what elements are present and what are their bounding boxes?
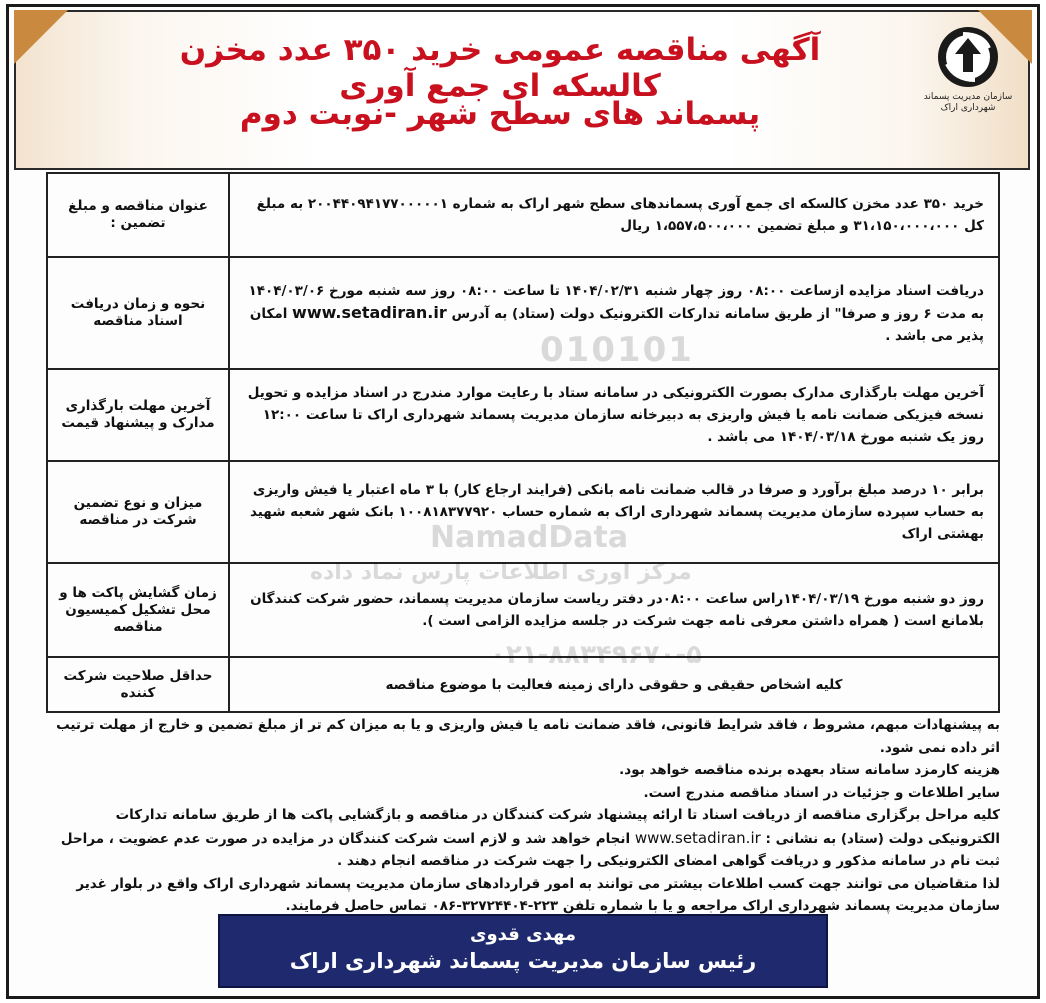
- table-cell-label: حداقل صلاحیت شرکت کننده: [47, 657, 229, 712]
- logo-caption: سازمان مدیریت پسماند شهرداری اراک: [923, 92, 1013, 113]
- table-cell-value: برابر ۱۰ درصد مبلغ برآورد و صرفا در قالب ضمانت نامه بانکی (فرایند ارجاع کار) با ۳ ماه اعتبار یا فیش واریزی به حساب سپرده سازمان مدیریت پسماند شهرداری اراک به شماره حساب ۱۰۰۸۱۸۳۷۷۹۲۰ بانک شهر شعبه شهید بهشتی اراک: [229, 461, 999, 563]
- table-cell-value: آخرین مهلت بارگذاری مدارک بصورت الکترونیکی در سامانه ستاد با رعایت موارد مندرج در اسناد مزایده و تحویل نسخه فیزیکی ضمانت نامه یا فیش واریزی به دبیرخانه سازمان مدیریت پسماند شهرداری اراک تا ساعت ۱۲:۰۰ روز یک شنبه مورخ ۱۴۰۴/۰۳/۱۸ می باشد .: [229, 369, 999, 461]
- note-item: لذا متقاضیان می توانند جهت کسب اطلاعات بیشتر می توانند به امور قراردادهای سازمان مدیریت پسماند شهرداری اراک واقع در بلوار غدیر سازمان مدیریت پسماند شهرداری اراک مراجعه و یا با شماره تلفن ۲۲۳-۳۲۷۲۴۴۰۴-۰۸۶ تماس حاصل فرمایند.: [76, 875, 1000, 914]
- tender-details-table: [46, 172, 1000, 713]
- table-row: [47, 563, 999, 657]
- note-item: [46, 804, 1000, 873]
- table-cell-label: زمان گشایش پاکت ها و محل تشکیل کمیسیون مناقصه: [47, 563, 229, 657]
- setadiran-link[interactable]: www.setadiran.ir: [634, 828, 761, 847]
- table-row: [47, 173, 999, 257]
- table-row: [47, 657, 999, 712]
- table-cell-value: خرید ۳۵۰ عدد مخزن کالسکه ای جمع آوری پسماندهای سطح شهر اراک به شماره ۲۰۰۴۴۰۹۴۱۷۷۰۰۰۰۰۱ به مبلغ کل ۳۱،۱۵۰،۰۰۰،۰۰۰ و مبلغ تضمین ۱،۵۵۷،۵۰۰،۰۰۰ ریال: [229, 173, 999, 257]
- table-cell-label: عنوان مناقصه و مبلغ تضمین :: [47, 173, 229, 257]
- table-row: [47, 369, 999, 461]
- note-item: هزینه کارمزد سامانه ستاد بعهده برنده مناقصه خواهد بود.: [619, 762, 1000, 778]
- note-item: سایر اطلاعات و جزئیات در اسناد مناقصه مندرج است.: [643, 784, 1000, 801]
- table-cell-value: روز دو شنبه مورخ ۱۴۰۴/۰۳/۱۹راس ساعت ۰۸:۰۰در دفتر ریاست سازمان مدیریت پسماند، حضور شرکت کنندگان بلامانع است ( همراه داشتن معرفی نامه جهت شرکت در جلسه مزایده الزامی است ).: [229, 563, 999, 657]
- table-cell-value: کلیه اشخاص حقیقی و حقوقی دارای زمینه فعالیت با موضوع مناقصه: [229, 657, 999, 712]
- note-text: کلیه مراحل برگزاری مناقصه از دریافت اسناد تا ارائه پیشنهاد شرکت کنندگان در مناقصه و بازگشایی پاکت ها از طریق سامانه تدارکات الکترونیکی دولت (ستاد) به نشانی :: [115, 807, 1000, 847]
- table-row: [47, 461, 999, 563]
- table-cell-text: دریافت اسناد مزایده ازساعت ۰۸:۰۰ روز چهار شنبه ۱۴۰۴/۰۲/۳۱ تا ساعت ۰۸:۰۰ روز سه شنبه مورخ ۱۴۰۴/۰۳/۰۶ به مدت ۶ روز و صرفا" از طریق سامانه تدارکات الکترونیک دولت (ستاد) به آدرس: [248, 282, 984, 322]
- signatory-name: مهدی قدوی: [469, 924, 577, 945]
- notice-title-line2: پسماند های سطح شهر -نوبت دوم: [239, 96, 761, 132]
- signature-box: [218, 914, 828, 988]
- waste-management-logo-icon: [935, 24, 1001, 90]
- table-cell-text-tail: امکان پذیر می باشد .: [249, 305, 984, 344]
- table-row: [47, 257, 999, 369]
- table-cell-label: نحوه و زمان دریافت اسناد مناقصه: [47, 257, 229, 369]
- signatory-role: رئیس سازمان مدیریت پسماند شهرداری اراک: [289, 949, 757, 973]
- table-cell-label: میزان و نوع تضمین شرکت در مناقصه: [47, 461, 229, 563]
- note-item: به پیشنهادات مبهم، مشروط ، فاقد شرایط قانونی، فاقد ضمانت نامه یا فیش واریزی و یا به میزان کم تر از مبلغ تضمین و خارج از مهلت ترتیب اثر داده نمی شود.: [56, 717, 1000, 756]
- note-text: انجام خواهد شد و لازم است شرکت کنندگان در مزایده در صورت عدم عضویت ، مراحل ثبت نام در سامانه مذکور و دریافت گواهی امضای الکترونیکی را جهت شرکت در مناقصه انجام دهند .: [60, 830, 1000, 869]
- table-cell-value: [229, 257, 999, 369]
- organization-logo: [920, 24, 1016, 120]
- notice-notes: [46, 714, 1000, 918]
- notice-title-line1: آگهی مناقصه عمومی خرید ۳۵۰ عدد مخزن کالسکه ای جمع آوری: [179, 32, 821, 104]
- setadiran-link[interactable]: www.setadiran.ir: [292, 302, 447, 322]
- table-cell-label: آخرین مهلت بارگذاری مدارک و پیشنهاد قیمت: [47, 369, 229, 461]
